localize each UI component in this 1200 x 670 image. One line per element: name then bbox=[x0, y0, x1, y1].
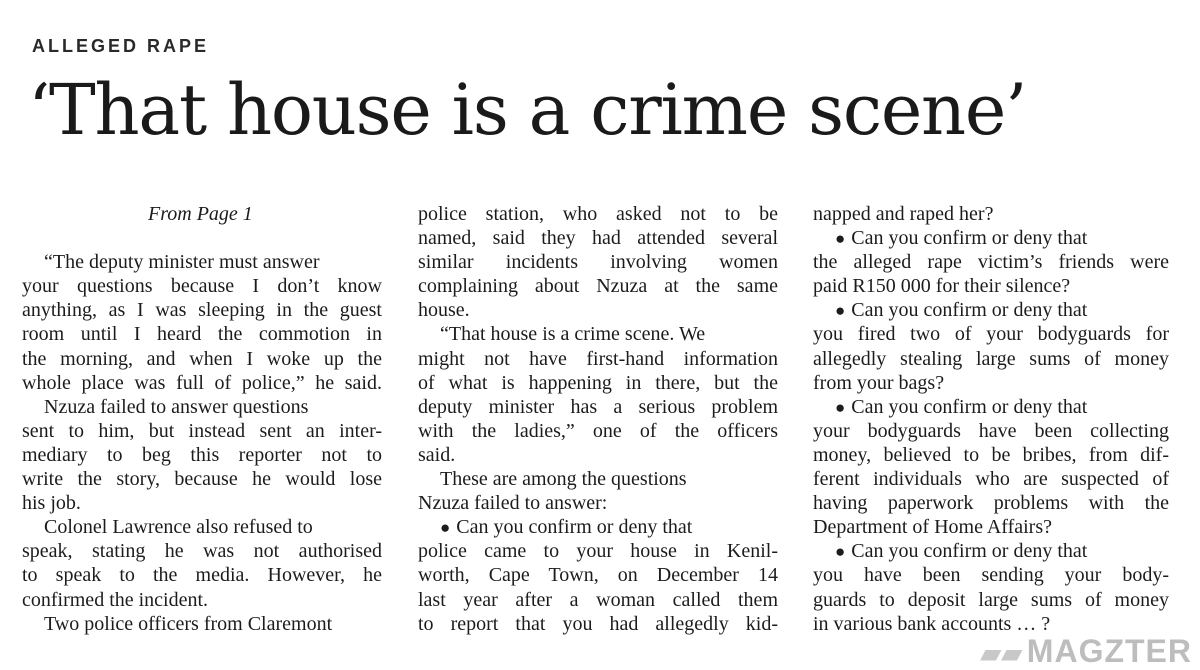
text-line: Colonel Lawrence also refused to bbox=[44, 516, 313, 539]
text-line: from your bags? bbox=[813, 371, 945, 394]
text-line: write the story, because he would lose bbox=[22, 468, 382, 491]
text-line: speak, stating he was not authorised bbox=[22, 540, 382, 563]
text-line: the alleged rape victim’s friends were bbox=[813, 251, 1169, 274]
bullet-icon: ● bbox=[835, 229, 846, 249]
text-line: you fired two of your bodyguards for bbox=[813, 323, 1169, 346]
line-text: Can you confirm or deny that bbox=[456, 516, 693, 539]
text-line: Nzuza failed to answer questions bbox=[44, 395, 309, 418]
watermark-text: MAGZTER bbox=[1026, 633, 1192, 669]
question-bullet-line bbox=[418, 515, 778, 539]
question-bullet-line bbox=[813, 298, 1169, 322]
text-line: to report that you had allegedly kid- bbox=[418, 612, 778, 635]
text-line: having paperwork problems with the bbox=[813, 492, 1169, 515]
article-column-2 bbox=[418, 202, 778, 636]
line-text: Can you confirm or deny that bbox=[851, 540, 1088, 563]
bullet-icon: ● bbox=[440, 518, 451, 538]
line-text: Can you confirm or deny that bbox=[851, 395, 1088, 418]
text-line: worth, Cape Town, on December 14 bbox=[418, 564, 778, 587]
continuation-note: From Page 1 bbox=[148, 203, 253, 225]
article-column-1 bbox=[22, 202, 382, 636]
text-line: room until I heard the commotion in bbox=[22, 323, 382, 346]
text-line: sent to him, but instead sent an inter- bbox=[22, 419, 382, 442]
text-line: the morning, and when I woke up the bbox=[22, 347, 382, 370]
line-text: Can you confirm or deny that bbox=[851, 299, 1088, 322]
question-bullet-line bbox=[813, 395, 1169, 419]
bullet-icon: ● bbox=[835, 301, 846, 321]
question-bullet-line bbox=[813, 539, 1169, 563]
text-line: of what is happening in there, but the bbox=[418, 371, 778, 394]
text-line: house. bbox=[418, 299, 470, 322]
text-line: police station, who asked not to be bbox=[418, 203, 778, 225]
text-line: confirmed the incident. bbox=[22, 588, 209, 611]
text-line: paid R150 000 for their silence? bbox=[813, 275, 1071, 298]
text-line: complaining about Nzuza at the same bbox=[418, 275, 778, 298]
bullet-icon: ● bbox=[835, 542, 846, 562]
text-line: napped and raped her? bbox=[813, 203, 994, 225]
article-column-3 bbox=[813, 202, 1169, 636]
magzter-watermark bbox=[981, 633, 1192, 670]
text-line: you have been sending your body- bbox=[813, 564, 1169, 587]
section-kicker: ALLEGED RAPE bbox=[32, 36, 210, 56]
text-line: “The deputy minister must answer bbox=[44, 251, 320, 274]
text-line: in various bank accounts … ? bbox=[813, 612, 1051, 635]
text-line: to speak to the media. However, he bbox=[22, 564, 382, 587]
text-line: These are among the questions bbox=[440, 468, 687, 491]
magzter-logo-icon: ▰▰ bbox=[980, 638, 1023, 668]
text-line: his job. bbox=[22, 492, 81, 515]
text-line: similar incidents involving women bbox=[418, 251, 778, 274]
blank-line bbox=[22, 226, 382, 250]
text-line: whole place was full of police,” he said. bbox=[22, 371, 382, 394]
bullet-icon: ● bbox=[835, 397, 846, 417]
text-line: might not have first-hand information bbox=[418, 347, 778, 370]
question-bullet-line bbox=[813, 226, 1169, 250]
text-line: ferent individuals who are suspected of bbox=[813, 468, 1169, 491]
text-line: “That house is a crime scene. We bbox=[440, 323, 706, 346]
text-line: Nzuza failed to answer: bbox=[418, 492, 608, 515]
line-text: Can you confirm or deny that bbox=[851, 227, 1088, 250]
text-line: guards to deposit large sums of money bbox=[813, 588, 1169, 611]
text-line: said. bbox=[418, 443, 456, 466]
text-line: named, said they had attended several bbox=[418, 227, 778, 250]
text-line: mediary to beg this reporter not to bbox=[22, 443, 382, 466]
headline: ‘That house is a crime scene’ bbox=[28, 69, 1027, 151]
text-line: last year after a woman called them bbox=[418, 588, 778, 611]
text-line: Two police officers from Claremont bbox=[44, 612, 333, 635]
text-line: police came to your house in Kenil- bbox=[418, 540, 778, 563]
text-line: allegedly stealing large sums of money bbox=[813, 347, 1169, 370]
text-line: anything, as I was sleeping in the guest bbox=[22, 299, 382, 322]
text-line: with the ladies,” one of the officers bbox=[418, 419, 778, 442]
text-line: your questions because I don’t know bbox=[22, 275, 382, 298]
text-line: Department of Home Affairs? bbox=[813, 516, 1052, 539]
text-line: money, believed to be bribes, from dif- bbox=[813, 443, 1169, 466]
text-line: your bodyguards have been collecting bbox=[813, 419, 1169, 442]
text-line: deputy minister has a serious problem bbox=[418, 395, 778, 418]
